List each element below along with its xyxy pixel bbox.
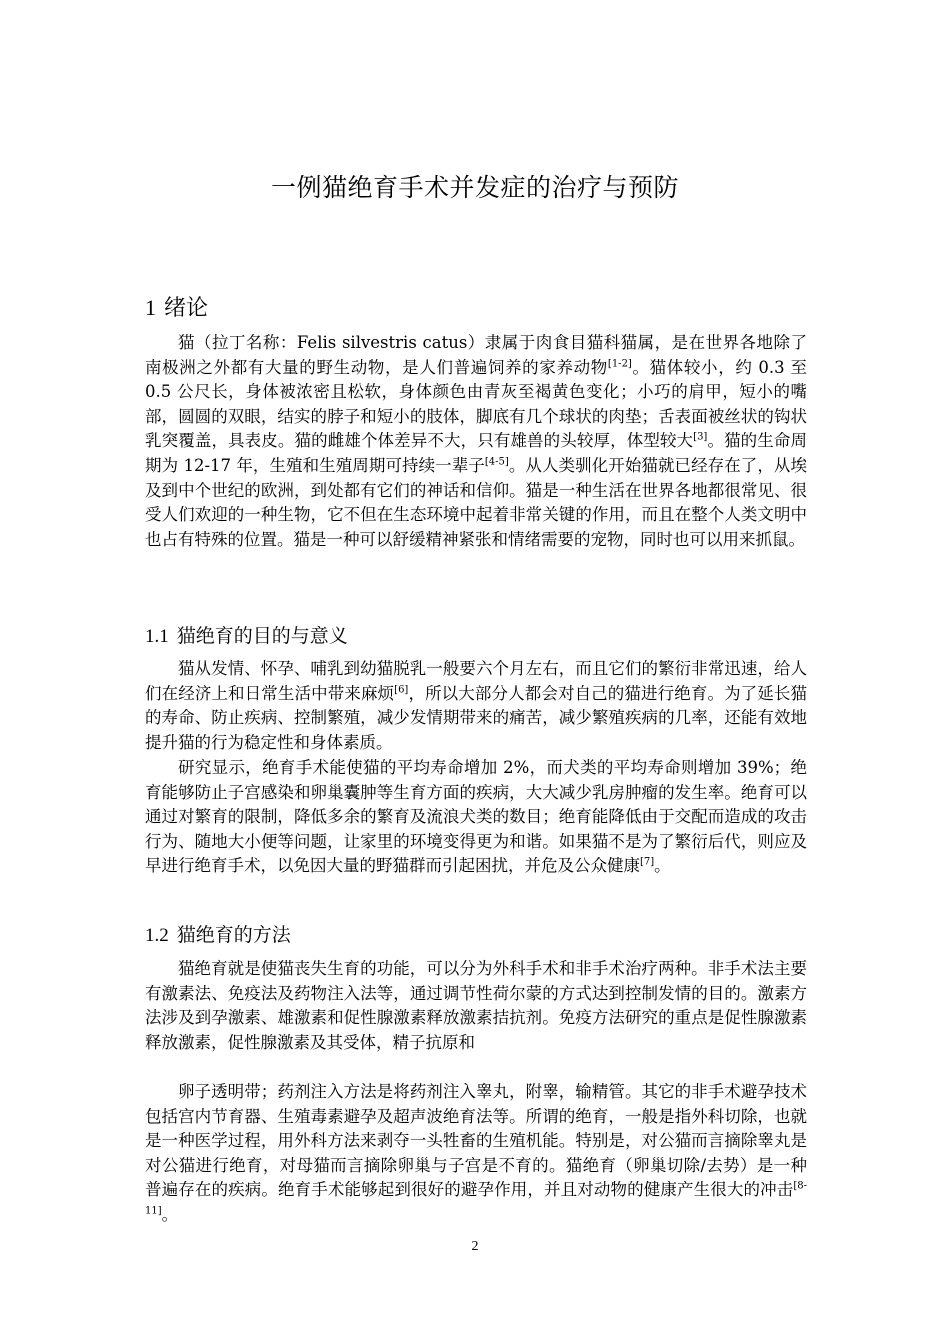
paragraph-intro bbox=[145, 331, 807, 552]
section-number: 1.2 bbox=[145, 925, 169, 946]
paragraph-text: 。 bbox=[161, 1204, 179, 1224]
citation-ref: [8-11] bbox=[145, 1180, 807, 1217]
paragraph-text: 猫（拉丁名称：Felis silvestris catus）隶属于肉食目猫科猫属，是在世界各地除了南极洲之外都有大量的野生动物，是人们普遍饲养的家养动物 bbox=[145, 333, 807, 377]
section-number: 1.1 bbox=[145, 626, 169, 647]
section-heading-1-1 bbox=[145, 621, 348, 648]
paragraph-text: 。从人类驯化开始猫就已经存在了，从埃及到中个世纪的欧洲，到处都有它们的神话和信仰。猫是一种生活在世界各地都很常见、很受人们欢迎的一种生物，它不但在生态环境中起着非常关键的作用，而且在整个人类文明中也占有特殊的位置。猫是一种可以舒缓精神紧张和情绪需要的宠物，同时也可以用来抓鼠。 bbox=[145, 455, 807, 549]
paragraph-text: 研究显示，绝育手术能使猫的平均寿命增加 2%，而犬类的平均寿命则增加 39%；绝育能够防止子宫感染和卵巢囊肿等生育方面的疾病，大大减少乳房肿瘤的发生率。绝育可以通过对繁育的限制，降低多余的繁育及流浪犬类的数目；绝育能降低由于交配而造成的攻击行为、随地大小便等问题，让家里的环境变得更为和谐。如果猫不是为了繁衍后代，则应及早进行绝育手术，以免因大量的野猫群而引起困扰，并危及公众健康 bbox=[145, 758, 807, 876]
paragraph-text: 卵子透明带；药剂注入方法是将药剂注入睾丸，附睾，输精管。其它的非手术避孕技术包括宫内节育器、生殖毒素避孕及超声波绝育法等。所谓的绝育，一般是指外科切除，也就是一种医学过程，用外科方法来剥夺一头牲畜的生殖机能。特别是，对公猫而言摘除睾丸是对公猫进行绝育，对母猫而言摘除卵巢与子宫是不育的。猫绝育（卵巢切除/去势）是一种普遍存在的疾病。绝育手术能够起到很好的避孕作用，并且对动物的健康产生很大的冲击 bbox=[145, 1082, 807, 1200]
paragraph-text: 。猫体较小，约 0.3 至 0.5 公尺长，身体被浓密且松软，身体颜色由青灰至褐黄色变化；小巧的肩甲，短小的嘴部，圆圆的双眼，结实的脖子和短小的肢体，脚底有几个球状的肉垫；舌表面被丝状的钩状乳突覆盖，具表皮。猫的雌雄个体差异不大，只有雄兽的头较厚，体型较大 bbox=[145, 357, 808, 451]
section-number: 1 bbox=[145, 295, 156, 320]
document-title: 一例猫绝育手术并发症的治疗与预防 bbox=[270, 173, 679, 202]
section-title: 绪论 bbox=[164, 296, 209, 321]
section-heading-1-2 bbox=[145, 920, 291, 947]
paragraph-research bbox=[145, 756, 807, 879]
paragraph-text: 。 bbox=[654, 856, 671, 876]
paragraph-text: 猫绝育就是使猫丧失生育的功能，可以分为外科手术和非手术治疗两种。非手术法主要有激素法、免疫法及药物注入法等，通过调节性荷尔蒙的方式达到控制发情的目的。激素方法涉及到孕激素、雄激素和促性腺激素释放激素拮抗剂。免疫方法研究的重点是促性腺激素释放激素，促性腺激素及其受体，精子抗原和 bbox=[145, 959, 807, 1052]
paragraph-text: ，所以大部分人都会对自己的猫进行绝育。为了延长猫的寿命、防止疾病、控制繁殖，减少发情期带来的痛苦，减少繁殖疾病的几率，还能有效地提升猫的行为稳定性和身体素质。 bbox=[145, 683, 808, 752]
paragraph-methods-continued bbox=[145, 1080, 807, 1228]
citation-ref: [7] bbox=[640, 856, 655, 868]
page-number: 2 bbox=[471, 1239, 479, 1254]
citation-ref: [6] bbox=[394, 684, 409, 696]
paragraph-text: 。猫的生命周期为 12-17 年，生殖和生殖周期可持续一辈子 bbox=[145, 431, 808, 475]
paragraph-purpose bbox=[145, 657, 807, 755]
citation-ref: [3] bbox=[693, 431, 708, 443]
section-title: 猫绝育的目的与意义 bbox=[176, 625, 348, 647]
paragraph-text: 猫从发情、怀孕、哺乳到幼猫脱乳一般要六个月左右，而且它们的繁衍非常迅速，给人们在经济上和日常生活中带来麻烦 bbox=[145, 659, 807, 703]
section-heading-1 bbox=[145, 291, 208, 322]
citation-ref: [4-5] bbox=[484, 456, 509, 468]
section-title: 猫绝育的方法 bbox=[176, 924, 291, 946]
paragraph-methods bbox=[145, 957, 807, 1055]
citation-ref: [1-2] bbox=[607, 358, 632, 370]
